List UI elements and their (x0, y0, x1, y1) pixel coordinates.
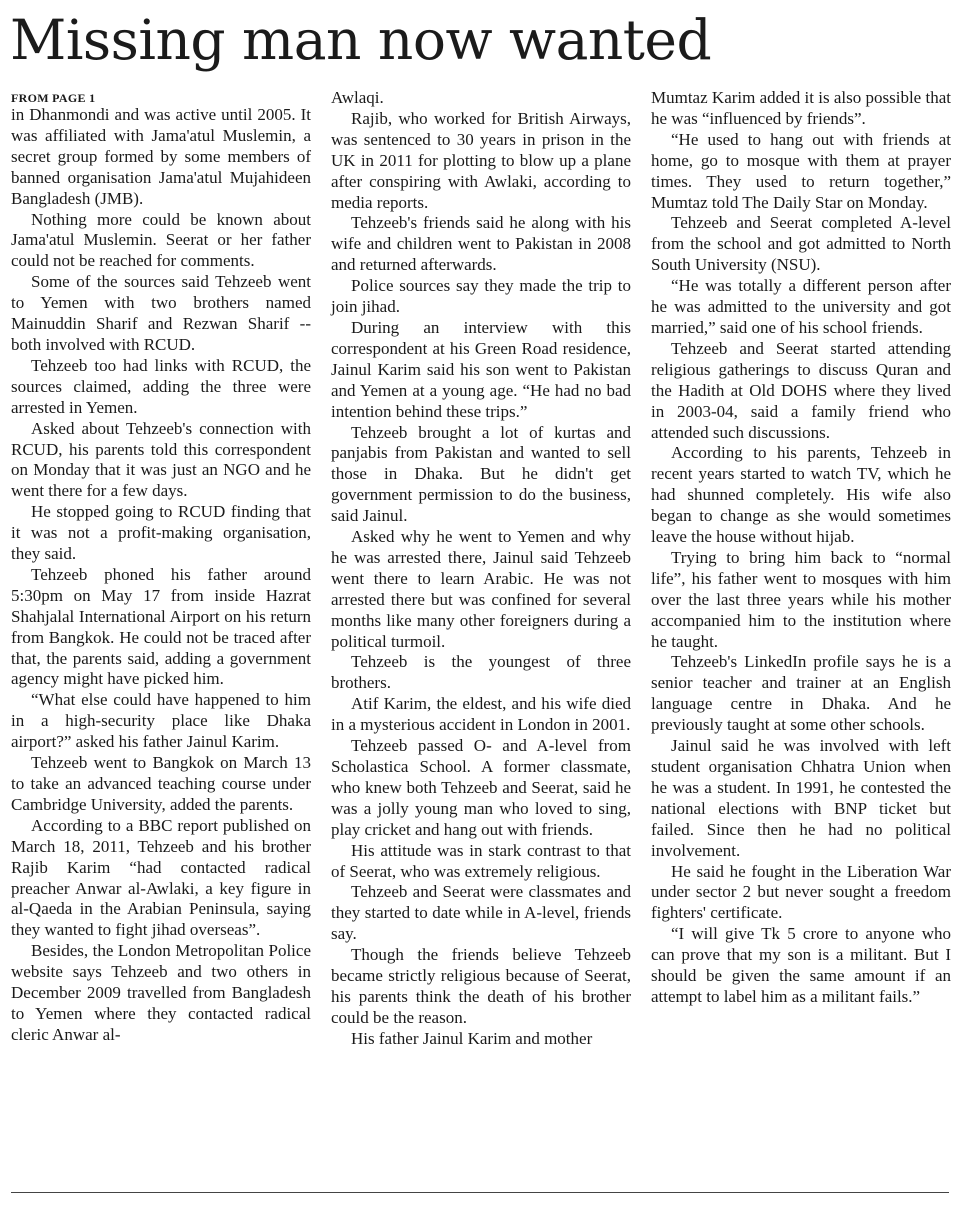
paragraph: During an interview with this correspondent at his Green Road residence, Jainul Karim said his son went to Pakistan and Yemen at a young age. “He had no bad intention behind these trips.” (331, 317, 631, 421)
paragraph: According to his parents, Tehzeeb in recent years started to watch TV, which he had shunned completely. His wife also began to change as she would sometimes leave the house without hijab. (651, 443, 951, 547)
paragraph: Atif Karim, the eldest, and his wife died in a mysterious accident in London in 2001. (331, 694, 631, 735)
paragraph: Tehzeeb is the youngest of three brothers. (331, 652, 631, 693)
paragraph: He said he fought in the Liberation War under sector 2 but never sought a freedom fighters' certificate. (651, 861, 951, 923)
paragraph: His father Jainul Karim and mother (351, 1028, 593, 1048)
paragraph: Tehzeeb and Seerat were classmates and they started to date while in A-level, friends say. (331, 882, 631, 944)
paragraph: “He used to hang out with friends at home, go to mosque with them at prayer times. They used to return together,” Mumtaz told The Daily Star on Monday. (651, 129, 951, 212)
paragraph: Tehzeeb's friends said he along with his wife and children went to Pakistan in 2008 and returned afterwards. (331, 213, 631, 275)
paragraph: Tehzeeb too had links with RCUD, the sources claimed, adding the three were arrested in Yemen. (11, 355, 311, 417)
paragraph: Trying to bring him back to “normal life”, his father went to mosques with him over the last three years while his mother accompanied him to the institution where he taught. (651, 547, 951, 651)
paragraph: Though the friends believe Tehzeeb became strictly religious because of Seerat, his parents think the death of his brother could be the reason. (331, 945, 631, 1027)
article-column-3 (651, 88, 951, 1008)
bottom-rule (11, 1192, 949, 1193)
paragraph: According to a BBC report published on March 18, 2011, Tehzeeb and his brother Rajib Karim “had contacted radical preacher Anwar al-Awlaki, a key figure in al-Qaeda in the Arabian Peninsula, saying they wanted to fight jihad overseas”. (11, 815, 311, 940)
paragraph: He stopped going to RCUD finding that it was not a profit-making organisation, they said. (11, 502, 311, 564)
paragraph: Police sources say they made the trip to join jihad. (331, 276, 631, 317)
paragraph: Jainul said he was involved with left student organisation Chhatra Union when he was a student. In 1991, he contested the national elections with BNP ticket but failed. Since then he had no political involvement. (651, 736, 951, 860)
jump-line-kicker: FROM PAGE 1 (11, 91, 96, 105)
paragraph: Rajib, who worked for British Airways, was sentenced to 30 years in prison in the UK in 2011 for plotting to blow up a plane after conspiring with Awlaki, according to media reports. (331, 108, 631, 212)
paragraph: Awlaqi. (331, 88, 384, 107)
paragraph: Some of the sources said Tehzeeb went to Yemen with two brothers named Mainuddin Sharif and Rezwan Sharif -- both involved with RCUD. (11, 272, 311, 354)
paragraph: Tehzeeb phoned his father around 5:30pm on May 17 from inside Hazrat Shahjalal International Airport on his return from Bangkok. He could not be traced after that, the parents said, adding a government agency might have picked him. (11, 564, 311, 689)
paragraph: “I will give Tk 5 crore to anyone who can prove that my son is a militant. But I should be given the same amount if an attempt to label him as a militant fails.” (651, 924, 951, 1006)
paragraph: Besides, the London Metropolitan Police website says Tehzeeb and two others in December 2009 travelled from Bangladesh to Yemen where they contacted radical cleric Anwar al- (11, 941, 311, 1044)
paragraph: Mumtaz Karim added it is also possible that he was “influenced by friends”. (651, 88, 951, 128)
paragraph: Tehzeeb passed O- and A-level from Scholastica School. A former classmate, who knew both Tehzeeb and Seerat, said he was a jolly young man who loved to sing, play cricket and hang out with friends. (331, 736, 631, 839)
paragraph: Asked about Tehzeeb's connection with RCUD, his parents told this correspondent on Monday that it was just an NGO and he went there for a few days. (11, 418, 311, 501)
paragraph: Asked why he went to Yemen and why he was arrested there, Jainul said Tehzeeb went there to learn Arabic. He was not arrested there but was confined for several months like many other foreigners during a political turmoil. (331, 527, 631, 651)
paragraph: Tehzeeb's LinkedIn profile says he is a senior teacher and trainer at an English language centre in Dhaka. And he previously taught at some other schools. (651, 652, 951, 735)
paragraph: Tehzeeb and Seerat completed A-level from the school and got admitted to North South University (NSU). (651, 213, 951, 275)
paragraph: “He was totally a different person after he was admitted to the university and got married,” said one of his school friends. (651, 276, 951, 337)
paragraph: in Dhanmondi and was active until 2005. It was affiliated with Jama'atul Muslemin, a secret group formed by some members of banned organisation Jama'atul Mujahideen Bangladesh (JMB). (11, 105, 311, 208)
headline: Missing man now wanted (10, 8, 712, 72)
paragraph: Tehzeeb went to Bangkok on March 13 to take an advanced teaching course under Cambridge University, added the parents. (11, 753, 311, 814)
paragraph: Tehzeeb and Seerat started attending religious gatherings to discuss Quran and the Hadith at Old DOHS where they lived in 2003-04, said a family friend who attended such discussions. (651, 338, 951, 442)
paragraph: “What else could have happened to him in a high-security place like Dhaka airport?” asked his father Jainul Karim. (11, 690, 311, 752)
paragraph: His attitude was in stark contrast to that of Seerat, who was extremely religious. (331, 840, 631, 881)
paragraph: Nothing more could be known about Jama'atul Muslemin. Seerat or her father could not be reached for comments. (11, 209, 311, 271)
article-column-1 (11, 88, 311, 1046)
paragraph: Tehzeeb brought a lot of kurtas and panjabis from Pakistan and wanted to sell those in Dhaka. But he didn't get government permission to do the business, said Jainul. (331, 422, 631, 526)
article-column-2 (331, 88, 631, 1050)
